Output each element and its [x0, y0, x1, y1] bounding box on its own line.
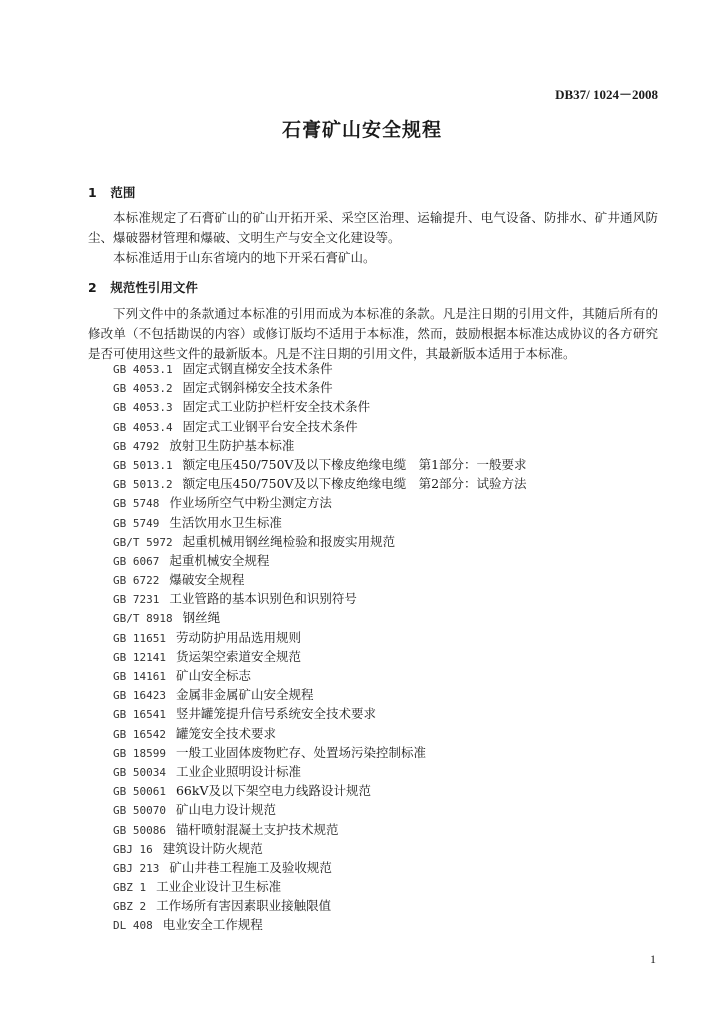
reference-code: GB 18599	[113, 746, 166, 760]
reference-item	[113, 436, 527, 455]
reference-code: GB 4053.1	[113, 363, 173, 376]
reference-item	[113, 800, 527, 819]
section-number: 2	[88, 280, 97, 295]
reference-title: 固定式钢斜梯安全技术条件	[182, 380, 333, 396]
reference-list	[113, 359, 527, 935]
reference-code: GB 4053.4	[113, 420, 173, 434]
reference-item	[113, 685, 527, 704]
reference-item	[113, 359, 527, 378]
reference-title: 生活饮用水卫生标准	[169, 514, 282, 530]
reference-title: 矿山安全标志	[175, 668, 251, 683]
reference-code: GB 6722	[113, 574, 160, 588]
reference-code: GB 6067	[113, 554, 160, 568]
reference-item	[113, 608, 527, 627]
reference-code: GB/T 5972	[113, 535, 173, 549]
reference-code: GB 5013.1	[113, 458, 173, 472]
reference-item	[113, 551, 527, 570]
reference-title: 矿山电力设计规范	[175, 802, 276, 818]
reference-title: 建筑设计防火规范	[162, 840, 263, 856]
reference-code: GB 50061	[113, 785, 166, 799]
page-number: 1	[650, 952, 656, 966]
reference-code: GB 16542	[113, 727, 166, 741]
reference-code: GB 5013.2	[113, 478, 173, 492]
paragraph: 本标准适用于山东省境内的地下开采石膏矿山。	[113, 250, 376, 265]
document-title: 石膏矿山安全规程	[281, 119, 442, 141]
reference-code: GB 4792	[113, 439, 160, 453]
reference-code: GB 5749	[113, 516, 160, 530]
reference-code: GB 50034	[113, 765, 166, 779]
reference-title: 放射卫生防护基本标准	[169, 437, 295, 453]
reference-item	[113, 724, 527, 743]
reference-title: 固定式工业防护栏杆安全技术条件	[182, 399, 371, 415]
reference-code: GBZ 2	[113, 900, 147, 914]
reference-title: 货运架空索道安全规范	[175, 648, 301, 664]
reference-item	[113, 378, 527, 397]
reference-item	[113, 896, 527, 915]
reference-title: 电业安全工作规程	[162, 917, 263, 933]
reference-code: DL 408	[113, 919, 153, 933]
reference-item	[113, 704, 527, 723]
reference-title: 作业场所空气中粉尘测定方法	[169, 495, 332, 511]
reference-item	[113, 493, 527, 512]
reference-item	[113, 513, 527, 532]
reference-item	[113, 589, 527, 608]
reference-item	[113, 820, 527, 839]
reference-code: GB 16541	[113, 708, 166, 722]
reference-item	[113, 666, 527, 685]
reference-code: GB 4053.3	[113, 401, 173, 415]
reference-code: GB 14161	[113, 670, 166, 683]
reference-title: 锚杆喷射混凝土支护技术规范	[175, 821, 339, 837]
reference-title: 工业企业照明设计标准	[175, 763, 301, 779]
paragraph: 本标准规定了石膏矿山的矿山开拓开采、采空区治理、运输提升、电气设备、防排水、矿井通风防尘、爆破器材管理和爆破、文明生产与安全文化建设等。	[88, 210, 658, 245]
reference-title: 爆破安全规程	[169, 572, 245, 588]
reference-item	[113, 877, 527, 896]
reference-item	[113, 647, 527, 666]
reference-title: 一般工业固体废物贮存、处置场污染控制标准	[175, 744, 426, 760]
reference-code: GB 5748	[113, 497, 160, 511]
reference-item	[113, 532, 527, 551]
reference-code: GBJ 16	[113, 842, 153, 856]
reference-item	[113, 417, 527, 436]
reference-code: GBZ 1	[113, 881, 147, 895]
reference-code: GB 12141	[113, 650, 166, 664]
reference-title: 矿山井巷工程施工及验收规范	[169, 859, 332, 875]
reference-code: GB 11651	[113, 631, 166, 645]
reference-code: GB 50070	[113, 804, 166, 818]
reference-title: 劳动防护用品选用规则	[175, 629, 301, 645]
section-heading-normative-references	[88, 278, 198, 296]
reference-code: GB 4053.2	[113, 382, 173, 396]
reference-code: GB/T 8918	[113, 612, 173, 626]
reference-title: 额定电压450/750V及以下橡皮绝缘电缆 第1部分：一般要求	[182, 456, 527, 472]
reference-item	[113, 474, 527, 493]
reference-item	[113, 628, 527, 647]
reference-item	[113, 455, 527, 474]
reference-title: 金属非金属矿山安全规程	[175, 687, 314, 703]
reference-title: 工业管路的基本识别色和识别符号	[169, 591, 357, 607]
reference-title: 起重机械用钢丝绳检验和报废实用规范	[182, 533, 396, 549]
reference-title: 66kV及以下架空电力线路设计规范	[175, 783, 371, 799]
reference-item	[113, 781, 527, 800]
reference-item	[113, 858, 527, 877]
reference-item	[113, 397, 527, 416]
reference-title: 额定电压450/750V及以下橡皮绝缘电缆 第2部分：试验方法	[182, 476, 527, 492]
reference-item	[113, 915, 527, 934]
section-heading-text: 范围	[110, 185, 136, 200]
reference-title: 竖井罐笼提升信号系统安全技术要求	[175, 706, 376, 722]
reference-title: 固定式工业钢平台安全技术条件	[182, 418, 358, 434]
section-heading-scope	[88, 183, 135, 201]
standard-code: DB37/ 1024－2008	[555, 87, 658, 102]
reference-item	[113, 743, 527, 762]
reference-item	[113, 762, 527, 781]
reference-item	[113, 570, 527, 589]
reference-code: GB 16423	[113, 689, 166, 703]
section-number: 1	[88, 185, 97, 200]
section-heading-text: 规范性引用文件	[110, 280, 198, 295]
reference-code: GBJ 213	[113, 861, 160, 875]
reference-title: 钢丝绳	[182, 610, 221, 626]
reference-title: 工业企业设计卫生标准	[156, 879, 282, 895]
reference-title: 罐笼安全技术要求	[175, 725, 276, 741]
reference-title: 工作场所有害因素职业接触限值	[156, 898, 332, 914]
reference-title: 起重机械安全规程	[169, 552, 270, 568]
reference-code: GB 50086	[113, 823, 166, 837]
reference-item	[113, 839, 527, 858]
reference-code: GB 7231	[113, 593, 160, 607]
paragraph: 下列文件中的条款通过本标准的引用而成为本标准的条款。凡是注日期的引用文件，其随后所有的修改单（不包括勘误的内容）或修订版均不适用于本标准，然而，鼓励根据本标准达成协议的各方研究是否可使用这些文件的最新版本。凡是不注日期的引用文件，其最新版本适用于本标准。	[88, 306, 658, 361]
reference-title: 固定式钢直梯安全技术条件	[182, 361, 333, 376]
